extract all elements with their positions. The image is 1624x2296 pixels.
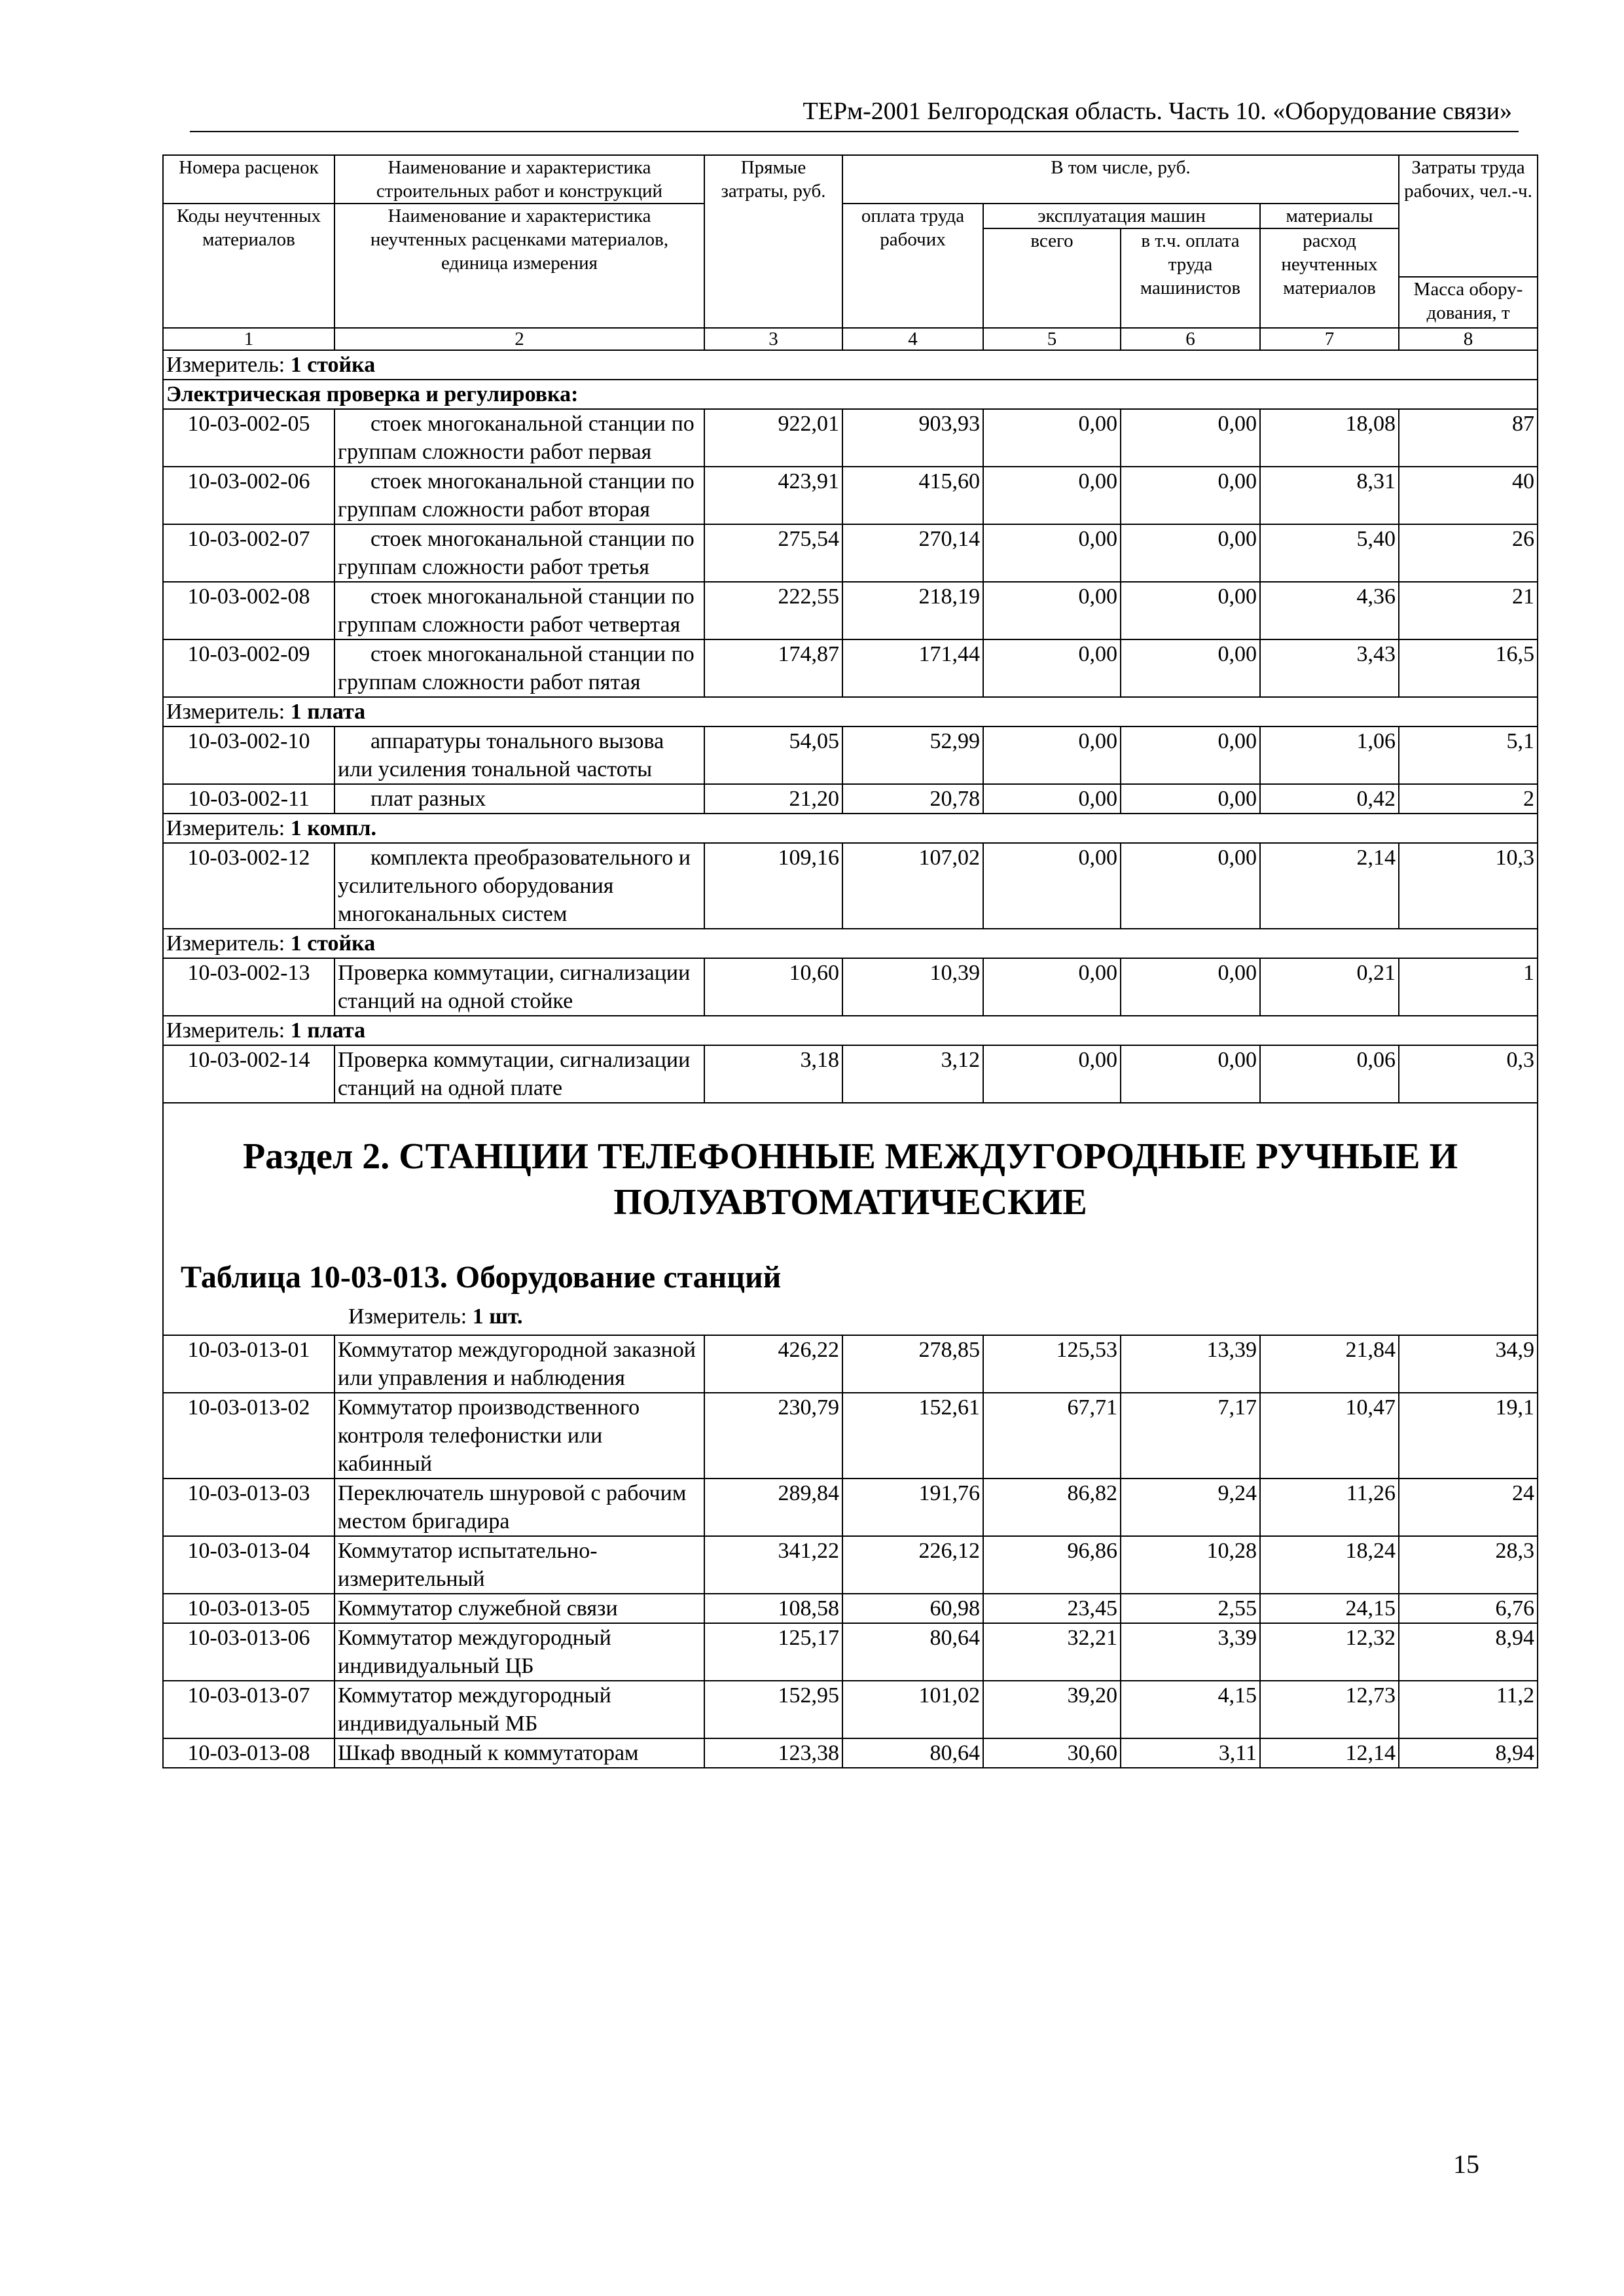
labor-hours: 19,1 (1399, 1393, 1538, 1479)
materials: 0,42 (1260, 784, 1399, 814)
table-row (163, 467, 1538, 524)
meter-label (163, 929, 1538, 958)
labor-hours: 87 (1399, 409, 1538, 467)
materials: 1,06 (1260, 726, 1399, 784)
col-machines-incl: в т.ч. оплата труда машинистов (1121, 228, 1260, 328)
rate-name (334, 1393, 704, 1479)
direct-cost: 108,58 (704, 1594, 842, 1623)
labor-hours: 2 (1399, 784, 1538, 814)
rate-name-text: Шкаф вводный к коммутаторам (338, 1741, 639, 1765)
col-name-top: Наименование и характеристика строительных работ и конструкций (334, 155, 704, 204)
table-row (163, 1623, 1538, 1681)
meter-caption: Измеритель: (348, 1304, 467, 1329)
machines-labor: 0,00 (1121, 524, 1260, 582)
labor-hours: 6,76 (1399, 1594, 1538, 1623)
materials: 2,14 (1260, 843, 1399, 929)
subheading: Электрическая проверка и регулировка: (163, 380, 1538, 409)
col-index: 7 (1260, 328, 1399, 350)
rate-code: 10-03-013-01 (163, 1335, 334, 1393)
machines-labor: 0,00 (1121, 843, 1260, 929)
machines-labor: 0,00 (1121, 467, 1260, 524)
labor-hours: 8,94 (1399, 1623, 1538, 1681)
rate-code: 10-03-002-08 (163, 582, 334, 639)
rate-code: 10-03-002-05 (163, 409, 334, 467)
labor-hours: 21 (1399, 582, 1538, 639)
col-machines-total: всего (983, 228, 1121, 328)
meter-label (163, 814, 1538, 843)
col-materials-unacc: расход неучтенных материалов (1260, 228, 1399, 328)
col-equip-mass: Масса обору-дования, т (1399, 277, 1538, 328)
meter-label (163, 350, 1538, 380)
machines-total: 86,82 (983, 1479, 1121, 1536)
direct-cost: 123,38 (704, 1738, 842, 1768)
rate-name-text: Коммутатор междугородный индивидуальный ЦБ (338, 1626, 611, 1678)
meter-caption: Измеритель: (166, 1018, 285, 1043)
col-materials: материалы (1260, 204, 1399, 228)
rate-code: 10-03-002-12 (163, 843, 334, 929)
labor-hours: 24 (1399, 1479, 1538, 1536)
running-header: ТЕРм-2001 Белгородская область. Часть 10. «Оборудование связи» (803, 98, 1512, 125)
labor-pay: 80,64 (842, 1623, 983, 1681)
rate-name (334, 639, 704, 697)
machines-total: 0,00 (983, 524, 1121, 582)
labor-pay: 20,78 (842, 784, 983, 814)
rate-name-text: Коммутатор междугородный индивидуальный МБ (338, 1683, 611, 1736)
direct-cost: 341,22 (704, 1536, 842, 1594)
machines-total: 0,00 (983, 843, 1121, 929)
meter-row (163, 697, 1538, 726)
meter-label (163, 1016, 1538, 1045)
labor-pay: 903,93 (842, 409, 983, 467)
table-title: Таблица 10-03-013. Оборудование станций (181, 1260, 782, 1295)
section-row (163, 1103, 1538, 1335)
machines-labor: 2,55 (1121, 1594, 1260, 1623)
rate-name (334, 1738, 704, 1768)
labor-hours: 34,9 (1399, 1335, 1538, 1393)
labor-pay: 60,98 (842, 1594, 983, 1623)
machines-total: 0,00 (983, 582, 1121, 639)
labor-pay: 171,44 (842, 639, 983, 697)
table-row (163, 1594, 1538, 1623)
labor-hours: 11,2 (1399, 1681, 1538, 1738)
rate-name (334, 1335, 704, 1393)
labor-pay: 107,02 (842, 843, 983, 929)
rate-code: 10-03-013-05 (163, 1594, 334, 1623)
labor-hours: 10,3 (1399, 843, 1538, 929)
machines-labor: 0,00 (1121, 726, 1260, 784)
machines-labor: 3,11 (1121, 1738, 1260, 1768)
direct-cost: 426,22 (704, 1335, 842, 1393)
rates-table (162, 154, 1538, 1768)
col-index: 1 (163, 328, 334, 350)
col-index: 8 (1399, 328, 1538, 350)
rate-code: 10-03-002-14 (163, 1045, 334, 1103)
direct-cost: 54,05 (704, 726, 842, 784)
col-direct-costs: Прямые затраты, руб. (704, 155, 842, 328)
rate-name (334, 784, 704, 814)
direct-cost: 423,91 (704, 467, 842, 524)
machines-total: 0,00 (983, 1045, 1121, 1103)
table-row (163, 1681, 1538, 1738)
machines-total: 23,45 (983, 1594, 1121, 1623)
materials: 3,43 (1260, 639, 1399, 697)
machines-total: 96,86 (983, 1536, 1121, 1594)
labor-hours: 28,3 (1399, 1536, 1538, 1594)
rate-name-text: Коммутатор междугородной заказной или управления и наблюдения (338, 1338, 696, 1390)
rate-code: 10-03-013-04 (163, 1536, 334, 1594)
table-row (163, 784, 1538, 814)
table-row (163, 1536, 1538, 1594)
meter-caption: Измеритель: (166, 816, 285, 840)
section-title: Раздел 2. СТАНЦИИ ТЕЛЕФОННЫЕ МЕЖДУГОРОДНЫЕ РУЧНЫЕ И ПОЛУАВТОМАТИЧЕСКИЕ (242, 1136, 1458, 1223)
rate-code: 10-03-013-03 (163, 1479, 334, 1536)
machines-total: 0,00 (983, 409, 1121, 467)
meter-unit: 1 стойка (290, 353, 376, 377)
machines-labor: 3,39 (1121, 1623, 1260, 1681)
meter-unit: 1 компл. (290, 816, 377, 840)
labor-hours: 26 (1399, 524, 1538, 582)
labor-pay: 278,85 (842, 1335, 983, 1393)
meter-caption: Измеритель: (166, 700, 285, 724)
labor-hours: 8,94 (1399, 1738, 1538, 1768)
direct-cost: 10,60 (704, 958, 842, 1016)
labor-pay: 152,61 (842, 1393, 983, 1479)
rate-name-text: Коммутатор служебной связи (338, 1596, 618, 1621)
meter-unit: 1 плата (290, 1018, 366, 1043)
rate-name-text: Переключатель шнуровой с рабочим местом бригадира (338, 1481, 687, 1534)
direct-cost: 275,54 (704, 524, 842, 582)
meter-caption: Измеритель: (166, 931, 285, 956)
rate-code: 10-03-002-06 (163, 467, 334, 524)
col-name-bottom: Наименование и характеристика неучтенных расценками материалов, единица измерения (334, 204, 704, 328)
direct-cost: 152,95 (704, 1681, 842, 1738)
meter-caption: Измеритель: (166, 353, 285, 377)
rate-name-text: Коммутатор испытательно-измерительный (338, 1539, 598, 1591)
table-row (163, 524, 1538, 582)
rate-name-text: стоек многоканальной станции по группам сложности работ четвертая (338, 584, 695, 637)
rate-name (334, 409, 704, 467)
col-labor-cost: Затраты труда рабочих, чел.-ч. (1399, 155, 1538, 277)
meter-label (163, 697, 1538, 726)
direct-cost: 174,87 (704, 639, 842, 697)
machines-total: 0,00 (983, 467, 1121, 524)
rate-code: 10-03-002-09 (163, 639, 334, 697)
machines-labor: 0,00 (1121, 1045, 1260, 1103)
table-row (163, 582, 1538, 639)
direct-cost: 109,16 (704, 843, 842, 929)
labor-pay: 10,39 (842, 958, 983, 1016)
materials: 5,40 (1260, 524, 1399, 582)
labor-pay: 191,76 (842, 1479, 983, 1536)
labor-pay: 218,19 (842, 582, 983, 639)
machines-total: 32,21 (983, 1623, 1121, 1681)
col-codes-bottom: Коды неучтенных материалов (163, 204, 334, 328)
direct-cost: 21,20 (704, 784, 842, 814)
labor-pay: 415,60 (842, 467, 983, 524)
labor-pay: 101,02 (842, 1681, 983, 1738)
machines-labor: 10,28 (1121, 1536, 1260, 1594)
machines-total: 30,60 (983, 1738, 1121, 1768)
page-number: 15 (1453, 2149, 1479, 2179)
direct-cost: 222,55 (704, 582, 842, 639)
col-codes-top: Номера расценок (163, 155, 334, 204)
rate-name (334, 1045, 704, 1103)
machines-total: 0,00 (983, 784, 1121, 814)
materials: 4,36 (1260, 582, 1399, 639)
materials: 24,15 (1260, 1594, 1399, 1623)
rate-name-text: комплекта преобразовательного и усилительного оборудования многоканальных систем (338, 846, 691, 926)
rate-code: 10-03-002-11 (163, 784, 334, 814)
materials: 18,24 (1260, 1536, 1399, 1594)
machines-labor: 13,39 (1121, 1335, 1260, 1393)
rate-name (334, 726, 704, 784)
table-row (163, 409, 1538, 467)
table-row (163, 1393, 1538, 1479)
materials: 8,31 (1260, 467, 1399, 524)
rate-name-text: Проверка коммутации, сигнализации станций на одной плате (338, 1048, 691, 1100)
labor-pay: 52,99 (842, 726, 983, 784)
machines-labor: 0,00 (1121, 639, 1260, 697)
machines-labor: 7,17 (1121, 1393, 1260, 1479)
machines-total: 0,00 (983, 726, 1121, 784)
machines-total: 0,00 (983, 639, 1121, 697)
table-row (163, 1045, 1538, 1103)
rate-name-text: стоек многоканальной станции по группам сложности работ вторая (338, 469, 695, 522)
labor-hours: 40 (1399, 467, 1538, 524)
labor-pay: 270,14 (842, 524, 983, 582)
col-incl-group: В том числе, руб. (842, 155, 1399, 204)
col-index: 3 (704, 328, 842, 350)
table-row (163, 726, 1538, 784)
rate-name (334, 843, 704, 929)
rate-name (334, 1594, 704, 1623)
col-index: 6 (1121, 328, 1260, 350)
col-index: 5 (983, 328, 1121, 350)
rate-name (334, 958, 704, 1016)
labor-hours: 1 (1399, 958, 1538, 1016)
rate-name (334, 1623, 704, 1681)
meter-unit: 1 шт. (472, 1304, 523, 1329)
machines-total: 125,53 (983, 1335, 1121, 1393)
direct-cost: 230,79 (704, 1393, 842, 1479)
labor-pay: 226,12 (842, 1536, 983, 1594)
meter-unit: 1 стойка (290, 931, 376, 956)
rate-name-text: стоек многоканальной станции по группам сложности работ третья (338, 527, 695, 579)
materials: 21,84 (1260, 1335, 1399, 1393)
rate-name-text: Проверка коммутации, сигнализации станций на одной стойке (338, 961, 691, 1013)
labor-hours: 16,5 (1399, 639, 1538, 697)
table-row (163, 639, 1538, 697)
table-row (163, 958, 1538, 1016)
rate-name (334, 1681, 704, 1738)
materials: 11,26 (1260, 1479, 1399, 1536)
rate-code: 10-03-002-07 (163, 524, 334, 582)
section-block (163, 1103, 1538, 1335)
rate-code: 10-03-013-07 (163, 1681, 334, 1738)
machines-labor: 0,00 (1121, 409, 1260, 467)
table-row (163, 1335, 1538, 1393)
materials: 10,47 (1260, 1393, 1399, 1479)
machines-labor: 0,00 (1121, 784, 1260, 814)
meter-row (163, 1016, 1538, 1045)
materials: 12,14 (1260, 1738, 1399, 1768)
rate-name-text: стоек многоканальной станции по группам сложности работ первая (338, 412, 695, 464)
rate-code: 10-03-002-10 (163, 726, 334, 784)
machines-labor: 9,24 (1121, 1479, 1260, 1536)
table-row (163, 1738, 1538, 1768)
meter-row (163, 929, 1538, 958)
direct-cost: 922,01 (704, 409, 842, 467)
rate-name (334, 1536, 704, 1594)
labor-pay: 80,64 (842, 1738, 983, 1768)
direct-cost: 125,17 (704, 1623, 842, 1681)
labor-pay: 3,12 (842, 1045, 983, 1103)
direct-cost: 289,84 (704, 1479, 842, 1536)
rate-name (334, 1479, 704, 1536)
machines-labor: 0,00 (1121, 958, 1260, 1016)
col-index: 4 (842, 328, 983, 350)
meter-row (163, 350, 1538, 380)
meter-row (163, 814, 1538, 843)
labor-hours: 0,3 (1399, 1045, 1538, 1103)
meter-unit: 1 плата (290, 700, 366, 724)
direct-cost: 3,18 (704, 1045, 842, 1103)
rate-name (334, 582, 704, 639)
rate-name-text: стоек многоканальной станции по группам сложности работ пятая (338, 642, 695, 694)
table-row (163, 1479, 1538, 1536)
rate-code: 10-03-013-06 (163, 1623, 334, 1681)
header-rule (190, 131, 1519, 132)
rate-name-text: аппаратуры тонального вызова или усиления тональной частоты (338, 729, 664, 781)
machines-labor: 4,15 (1121, 1681, 1260, 1738)
rate-code: 10-03-002-13 (163, 958, 334, 1016)
materials: 12,73 (1260, 1681, 1399, 1738)
machines-total: 67,71 (983, 1393, 1121, 1479)
col-machines-group: эксплуатация машин (983, 204, 1260, 228)
col-labor-pay: оплата труда рабочих (842, 204, 983, 328)
materials: 0,06 (1260, 1045, 1399, 1103)
rate-name (334, 467, 704, 524)
meter-label (348, 1302, 1534, 1331)
materials: 0,21 (1260, 958, 1399, 1016)
machines-labor: 0,00 (1121, 582, 1260, 639)
table-row (163, 843, 1538, 929)
machines-total: 39,20 (983, 1681, 1121, 1738)
rate-name-text: плат разных (370, 787, 486, 811)
materials: 12,32 (1260, 1623, 1399, 1681)
subheading-row (163, 380, 1538, 409)
labor-hours: 5,1 (1399, 726, 1538, 784)
rate-code: 10-03-013-02 (163, 1393, 334, 1479)
rate-code: 10-03-013-08 (163, 1738, 334, 1768)
col-index: 2 (334, 328, 704, 350)
rate-name-text: Коммутатор производственного контроля телефонистки или кабинный (338, 1395, 640, 1476)
machines-total: 0,00 (983, 958, 1121, 1016)
rate-name (334, 524, 704, 582)
materials: 18,08 (1260, 409, 1399, 467)
